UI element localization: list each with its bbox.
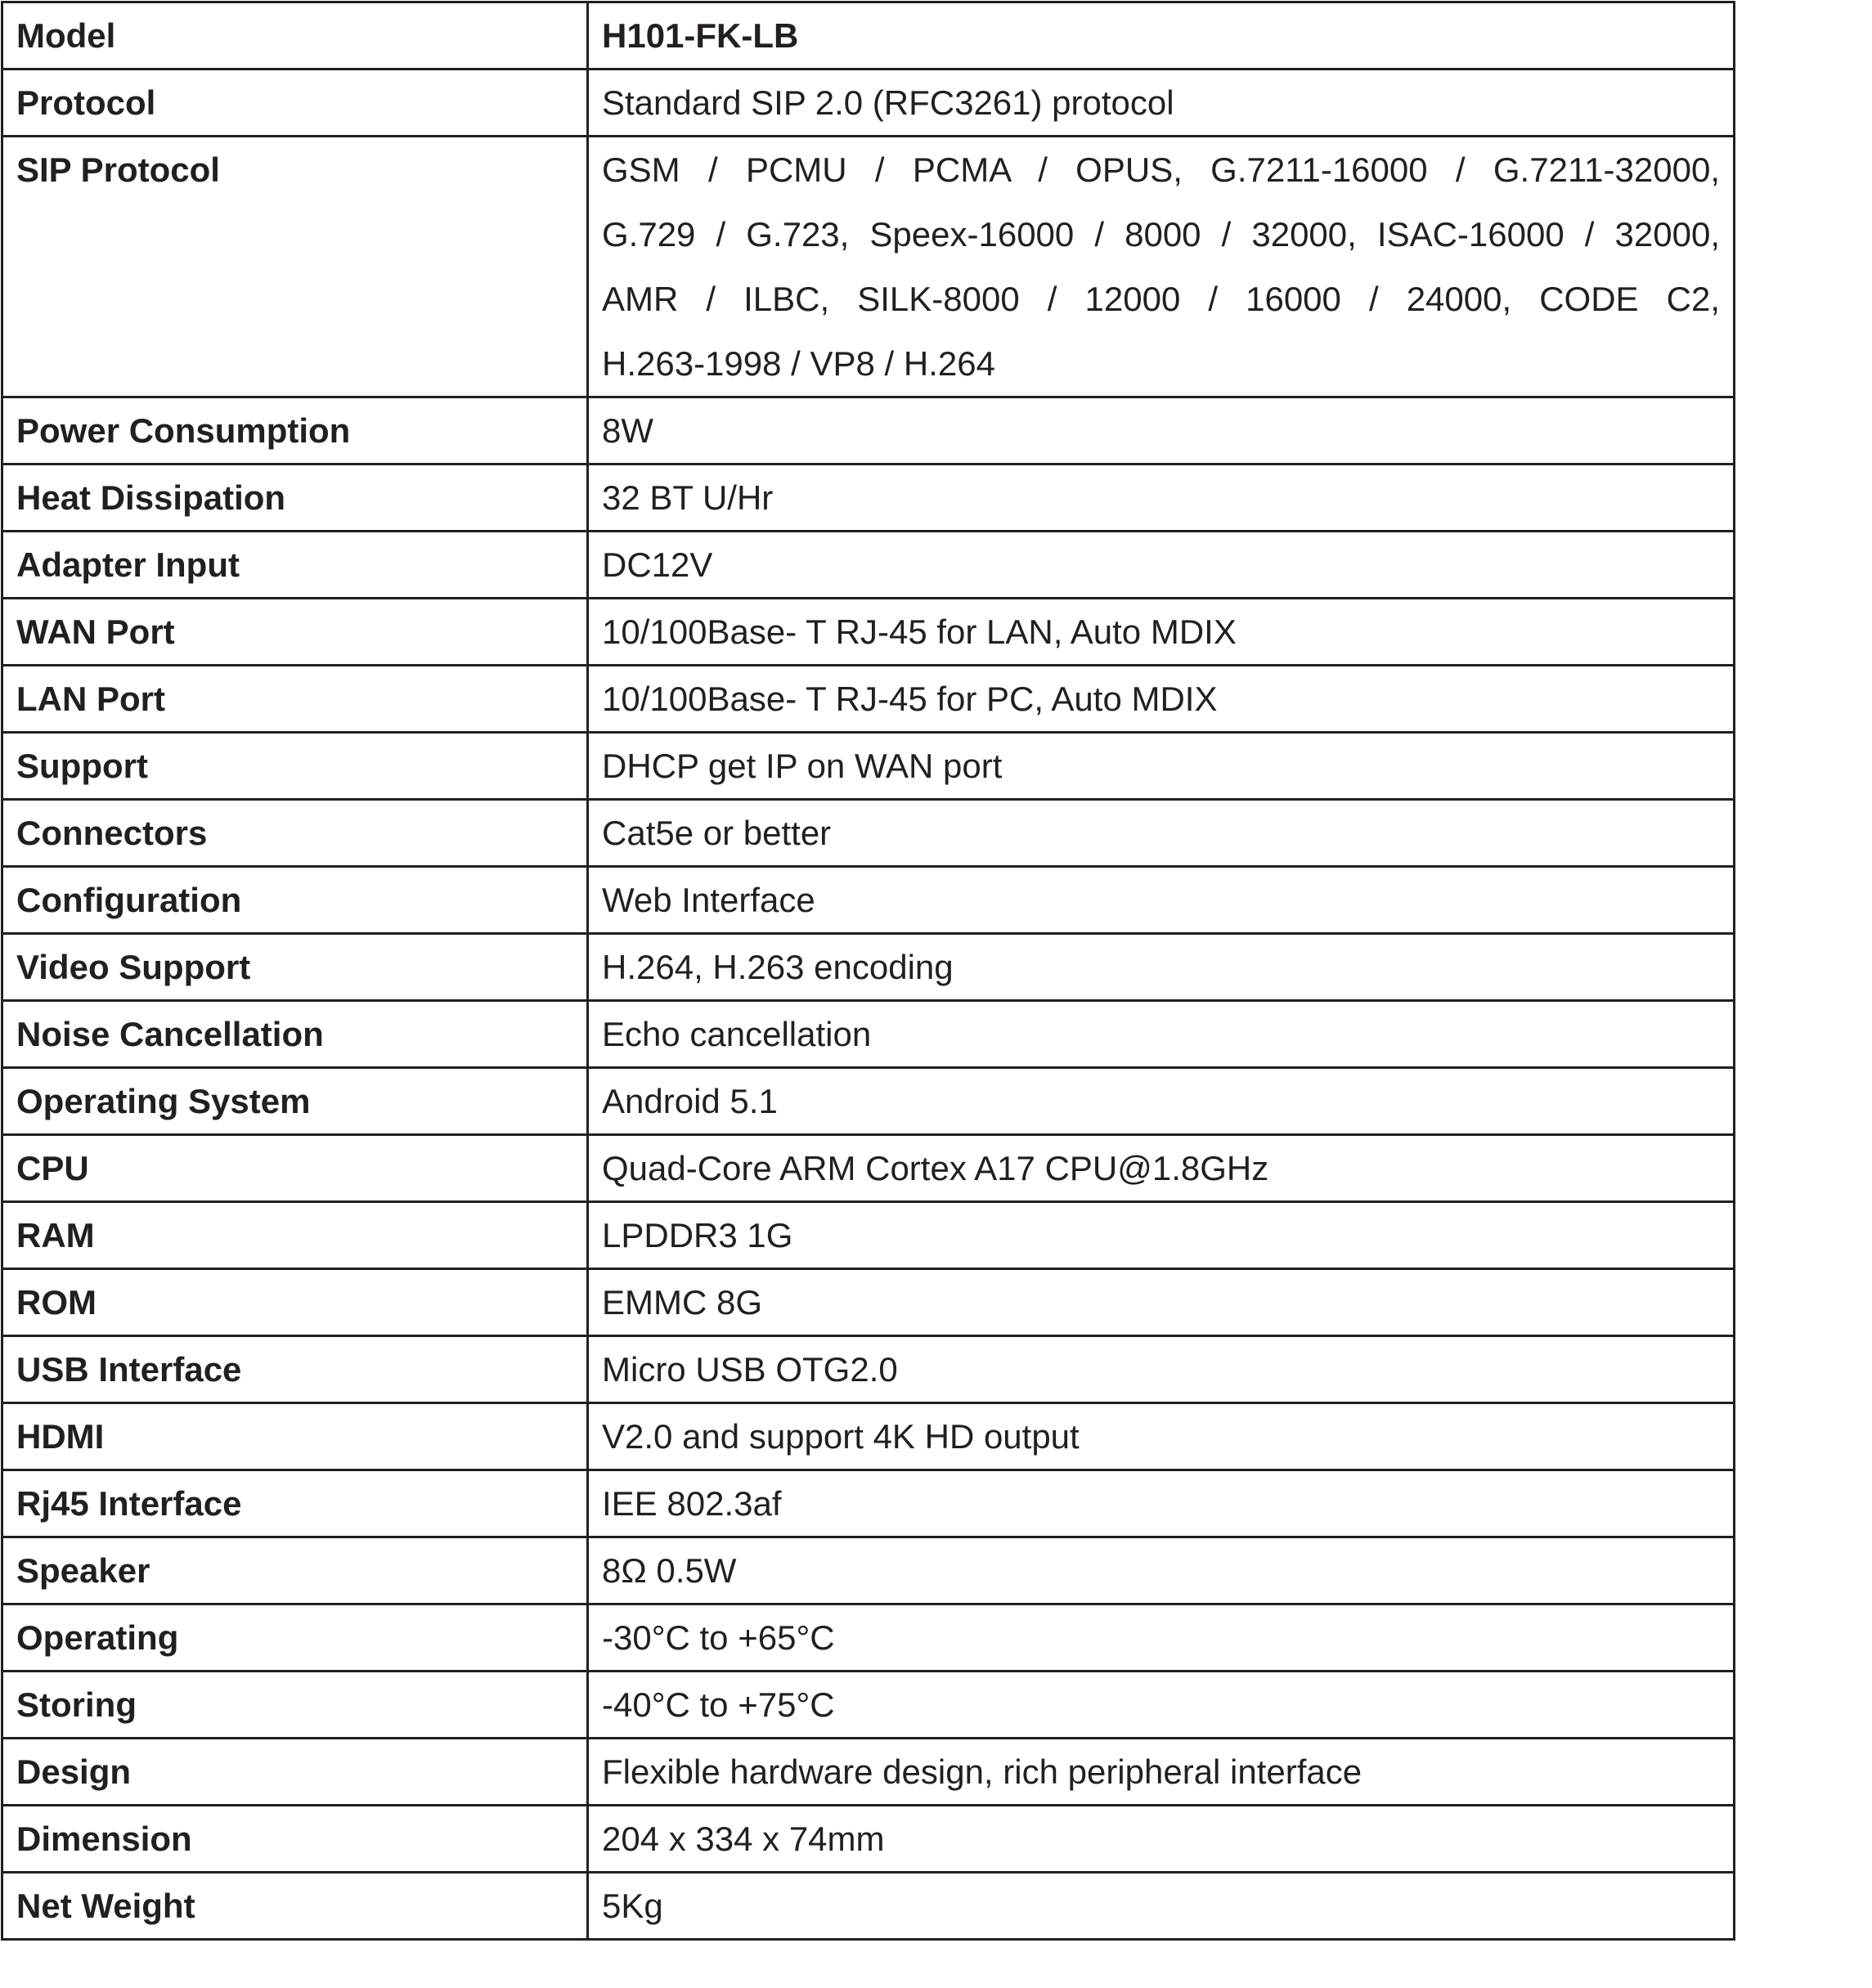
table-row <box>2 666 1735 733</box>
spec-label: Model <box>2 2 588 70</box>
table-row <box>2 397 1735 464</box>
spec-label: CPU <box>2 1135 588 1202</box>
spec-label: Storing <box>2 1672 588 1739</box>
table-row <box>2 599 1735 666</box>
spec-label: Video Support <box>2 934 588 1001</box>
spec-value: H.264, H.263 encoding <box>588 934 1735 1001</box>
spec-value: 8W <box>588 397 1735 464</box>
spec-label: Rj45 Interface <box>2 1470 588 1537</box>
table-row <box>2 867 1735 934</box>
table-row <box>2 2 1735 70</box>
table-row <box>2 1604 1735 1672</box>
spec-value: Standard SIP 2.0 (RFC3261) protocol <box>588 70 1735 137</box>
spec-value-line: H.263-1998 / VP8 / H.264 <box>602 344 995 383</box>
spec-label: USB Interface <box>2 1336 588 1403</box>
table-row <box>2 934 1735 1001</box>
spec-value-multiline <box>588 137 1735 397</box>
spec-label: Noise Cancellation <box>2 1001 588 1068</box>
spec-label: SIP Protocol <box>2 137 588 397</box>
spec-label: Protocol <box>2 70 588 137</box>
table-row <box>2 70 1735 137</box>
spec-label: Power Consumption <box>2 397 588 464</box>
spec-value: EMMC 8G <box>588 1269 1735 1336</box>
table-row <box>2 800 1735 867</box>
table-row <box>2 1537 1735 1604</box>
spec-value: 5Kg <box>588 1873 1735 1940</box>
spec-label: Configuration <box>2 867 588 934</box>
spec-value: 10/100Base- T RJ-45 for PC, Auto MDIX <box>588 666 1735 733</box>
spec-label: Speaker <box>2 1537 588 1604</box>
table-row <box>2 733 1735 800</box>
spec-value: Flexible hardware design, rich peripheral interface <box>588 1739 1735 1806</box>
spec-label: Adapter Input <box>2 532 588 599</box>
spec-value: H101-FK-LB <box>588 2 1735 70</box>
spec-value: Quad-Core ARM Cortex A17 CPU@1.8GHz <box>588 1135 1735 1202</box>
table-row <box>2 1672 1735 1739</box>
spec-value: LPDDR3 1G <box>588 1202 1735 1269</box>
spec-label: Dimension <box>2 1806 588 1873</box>
table-row <box>2 1269 1735 1336</box>
table-row <box>2 1403 1735 1470</box>
table-row <box>2 1806 1735 1873</box>
spec-label: HDMI <box>2 1403 588 1470</box>
table-row <box>2 137 1735 397</box>
spec-value: DHCP get IP on WAN port <box>588 733 1735 800</box>
spec-value: Echo cancellation <box>588 1001 1735 1068</box>
spec-value: 204 x 334 x 74mm <box>588 1806 1735 1873</box>
spec-value: IEE 802.3af <box>588 1470 1735 1537</box>
spec-value: Android 5.1 <box>588 1068 1735 1135</box>
table-row <box>2 1001 1735 1068</box>
spec-label: Operating <box>2 1604 588 1672</box>
spec-value-line: GSM / PCMU / PCMA / OPUS, G.7211-16000 / G.7211-32000, <box>602 150 1720 189</box>
spec-value: 32 BT U/Hr <box>588 464 1735 532</box>
spec-value: Cat5e or better <box>588 800 1735 867</box>
spec-label: RAM <box>2 1202 588 1269</box>
spec-value: DC12V <box>588 532 1735 599</box>
spec-value-line: G.729 / G.723, Speex-16000 / 8000 / 32000, ISAC-16000 / 32000, <box>602 215 1720 254</box>
table-row <box>2 1135 1735 1202</box>
table-row <box>2 1739 1735 1806</box>
table-row <box>2 532 1735 599</box>
spec-value-line: AMR / ILBC, SILK-8000 / 12000 / 16000 / 24000, CODE C2, <box>602 280 1720 318</box>
table-row <box>2 464 1735 532</box>
table-row <box>2 1873 1735 1940</box>
spec-table <box>1 1 1735 1941</box>
spec-label: Heat Dissipation <box>2 464 588 532</box>
table-row <box>2 1068 1735 1135</box>
spec-label: LAN Port <box>2 666 588 733</box>
spec-label: ROM <box>2 1269 588 1336</box>
spec-label: Net Weight <box>2 1873 588 1940</box>
spec-value: 10/100Base- T RJ-45 for LAN, Auto MDIX <box>588 599 1735 666</box>
spec-value: -40°C to +75°C <box>588 1672 1735 1739</box>
spec-value: 8Ω 0.5W <box>588 1537 1735 1604</box>
spec-value: Micro USB OTG2.0 <box>588 1336 1735 1403</box>
spec-label: Support <box>2 733 588 800</box>
table-row <box>2 1470 1735 1537</box>
spec-label: Connectors <box>2 800 588 867</box>
spec-value: V2.0 and support 4K HD output <box>588 1403 1735 1470</box>
spec-label: Design <box>2 1739 588 1806</box>
spec-label: Operating System <box>2 1068 588 1135</box>
spec-value: -30°C to +65°C <box>588 1604 1735 1672</box>
table-row <box>2 1336 1735 1403</box>
spec-label: WAN Port <box>2 599 588 666</box>
spec-value: Web Interface <box>588 867 1735 934</box>
table-row <box>2 1202 1735 1269</box>
